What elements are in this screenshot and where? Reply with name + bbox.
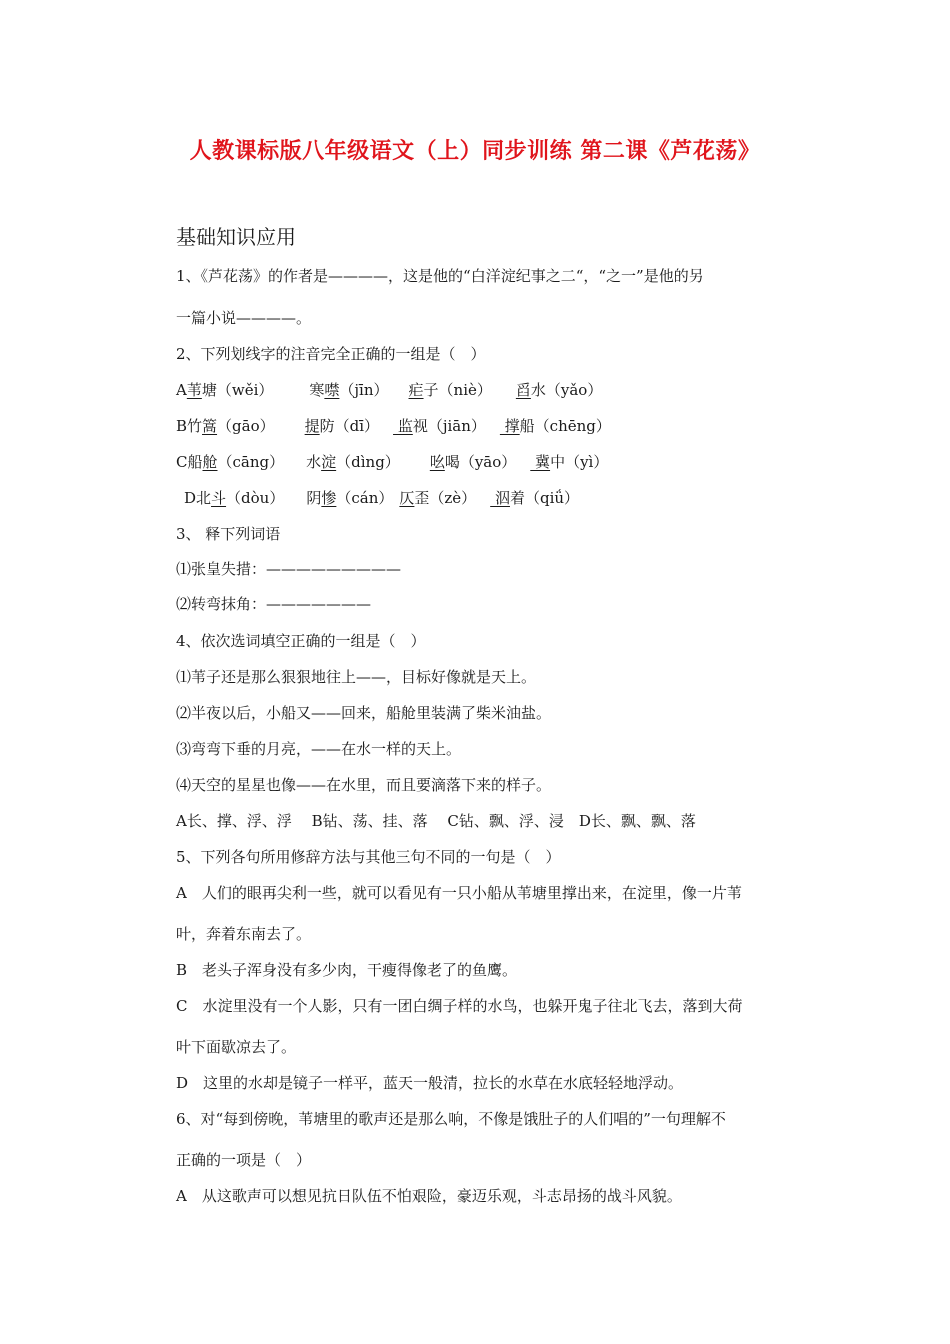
q5-option-d: D 这里的水却是镜子一样平，蓝天一般清，拉长的水草在水底轻轻地浮动。 xyxy=(176,1074,684,1092)
q2d-text-1: （dòu） xyxy=(226,489,285,507)
q2-stem: 2、下列划线字的注音完全正确的一组是（ ） xyxy=(176,345,486,363)
q2b-underlined-3: 监 xyxy=(393,417,413,435)
q5-option-c-line1: C 水淀里没有一个人影，只有一团白绸子样的水鸟，也躲开鬼子往北飞去，落到大荷 xyxy=(176,997,743,1015)
q2c-underlined-1: 舱 xyxy=(202,453,218,471)
q2a-text-1: 塘（wěi） xyxy=(201,381,274,399)
q2a-text-2: （jīn） xyxy=(339,381,389,399)
q2b-underlined-1: 篙 xyxy=(202,417,218,435)
section-heading: 基础知识应用 xyxy=(176,225,296,249)
q2-option-d xyxy=(184,488,579,508)
q3-item-2: ⑵转弯抹角：——————— xyxy=(176,595,372,613)
q2b-text-2: 防（dī） xyxy=(319,417,380,435)
q6-line1: 6、对“每到傍晚，苇塘里的歌声还是那么响，不像是饿肚子的人们唱的”一句理解不 xyxy=(176,1110,726,1128)
q2c-prefix-2: 水 xyxy=(306,453,322,471)
q2b-label: B竹 xyxy=(176,417,203,435)
q4-item-4: ⑷天空的星星也像——在水里，而且要滴落下来的样子。 xyxy=(176,776,552,794)
q2d-underlined-3: 仄 xyxy=(399,489,415,507)
q4-item-2: ⑵半夜以后，小船又——回来，船舱里装满了柴米油盐。 xyxy=(176,704,552,722)
q6-option-a: A 从这歌声可以想见抗日队伍不怕艰险，豪迈乐观，斗志昂扬的战斗风貌。 xyxy=(176,1187,682,1205)
q3-stem: 3、 释下列词语 xyxy=(176,525,281,543)
q5-option-c-line2: 叶下面歇凉去了。 xyxy=(176,1038,297,1056)
q5-stem: 5、下列各句所用修辞方法与其他三句不同的一句是（ ） xyxy=(176,848,561,866)
q2c-underlined-3: 吆 xyxy=(429,453,445,471)
q2b-underlined-2: 提 xyxy=(304,417,320,435)
q2b-text-1: （gāo） xyxy=(217,417,275,435)
q2c-underlined-2: 淀 xyxy=(321,453,337,471)
q5-option-a-line2: 叶，奔着东南去了。 xyxy=(176,925,312,943)
q2a-underlined-2: 噤 xyxy=(324,381,340,399)
q2a-prefix-2: 寒 xyxy=(309,381,325,399)
q2b-text-4: 船（chēng） xyxy=(519,417,611,435)
q2-option-a xyxy=(176,380,602,400)
q2d-text-4: 着（qiǘ） xyxy=(509,489,580,507)
q2a-underlined-4: 舀 xyxy=(515,381,531,399)
q1-line1: 1、《芦花荡》的作者是————，这是他的“白洋淀纪事之二“，“之一”是他的另 xyxy=(176,267,704,285)
q2c-text-4: 中（yì） xyxy=(550,453,609,471)
page-title: 人教课标版八年级语文（上）同步训练 第二课《芦花荡》 xyxy=(189,139,761,164)
q2b-underlined-4: 撑 xyxy=(499,417,520,435)
q2-option-c xyxy=(176,452,608,472)
q2a-text-3: 子（niè） xyxy=(423,381,492,399)
q1-line2: 一篇小说————。 xyxy=(176,309,312,327)
q2d-underlined-1: 斗 xyxy=(211,489,227,507)
q2c-text-2: （dìng） xyxy=(336,453,400,471)
q4-item-1: ⑴苇子还是那么狠狠地往上——，目标好像就是天上。 xyxy=(176,668,537,686)
q2c-text-1: （cāng） xyxy=(217,453,285,471)
q2d-label: D北 xyxy=(184,489,212,507)
q2a-underlined-1: 苇 xyxy=(186,381,202,399)
q2d-text-2: （cán） xyxy=(336,489,394,507)
q2d-text-3: 歪（zè） xyxy=(414,489,477,507)
q2c-label: C船 xyxy=(176,453,203,471)
q6-line2: 正确的一项是（ ） xyxy=(176,1151,312,1169)
q2a-text-4: 水（yǎo） xyxy=(530,381,603,399)
q5-option-a-line1: A 人们的眼再尖利一些，就可以看见有一只小船从苇塘里撑出来，在淀里，像一片苇 xyxy=(176,884,742,902)
q2a-label: A xyxy=(176,381,187,399)
q3-item-1: ⑴张皇失措：————————— xyxy=(176,560,402,578)
q2d-underlined-4: 泅 xyxy=(490,489,510,507)
q4-item-3: ⑶弯弯下垂的月亮，——在水一样的天上。 xyxy=(176,740,462,758)
q2c-underlined-4: 冀 xyxy=(530,453,551,471)
q5-option-b: B 老头子浑身没有多少肉，干瘦得像老了的鱼鹰。 xyxy=(176,961,518,979)
q2a-underlined-3: 疟 xyxy=(408,381,424,399)
q2-option-b xyxy=(176,416,611,436)
q2d-underlined-2: 惨 xyxy=(321,489,337,507)
q2b-text-3: 视（jiān） xyxy=(412,417,486,435)
q4-options: A长、撑、浮、浮 B钻、荡、挂、落 C钻、飘、浮、浸 D长、飘、飘、落 xyxy=(176,812,696,830)
q2c-text-3: 喝（yāo） xyxy=(444,453,517,471)
q4-stem: 4、依次选词填空正确的一组是（ ） xyxy=(176,632,426,650)
q2d-prefix-2: 阴 xyxy=(306,489,322,507)
